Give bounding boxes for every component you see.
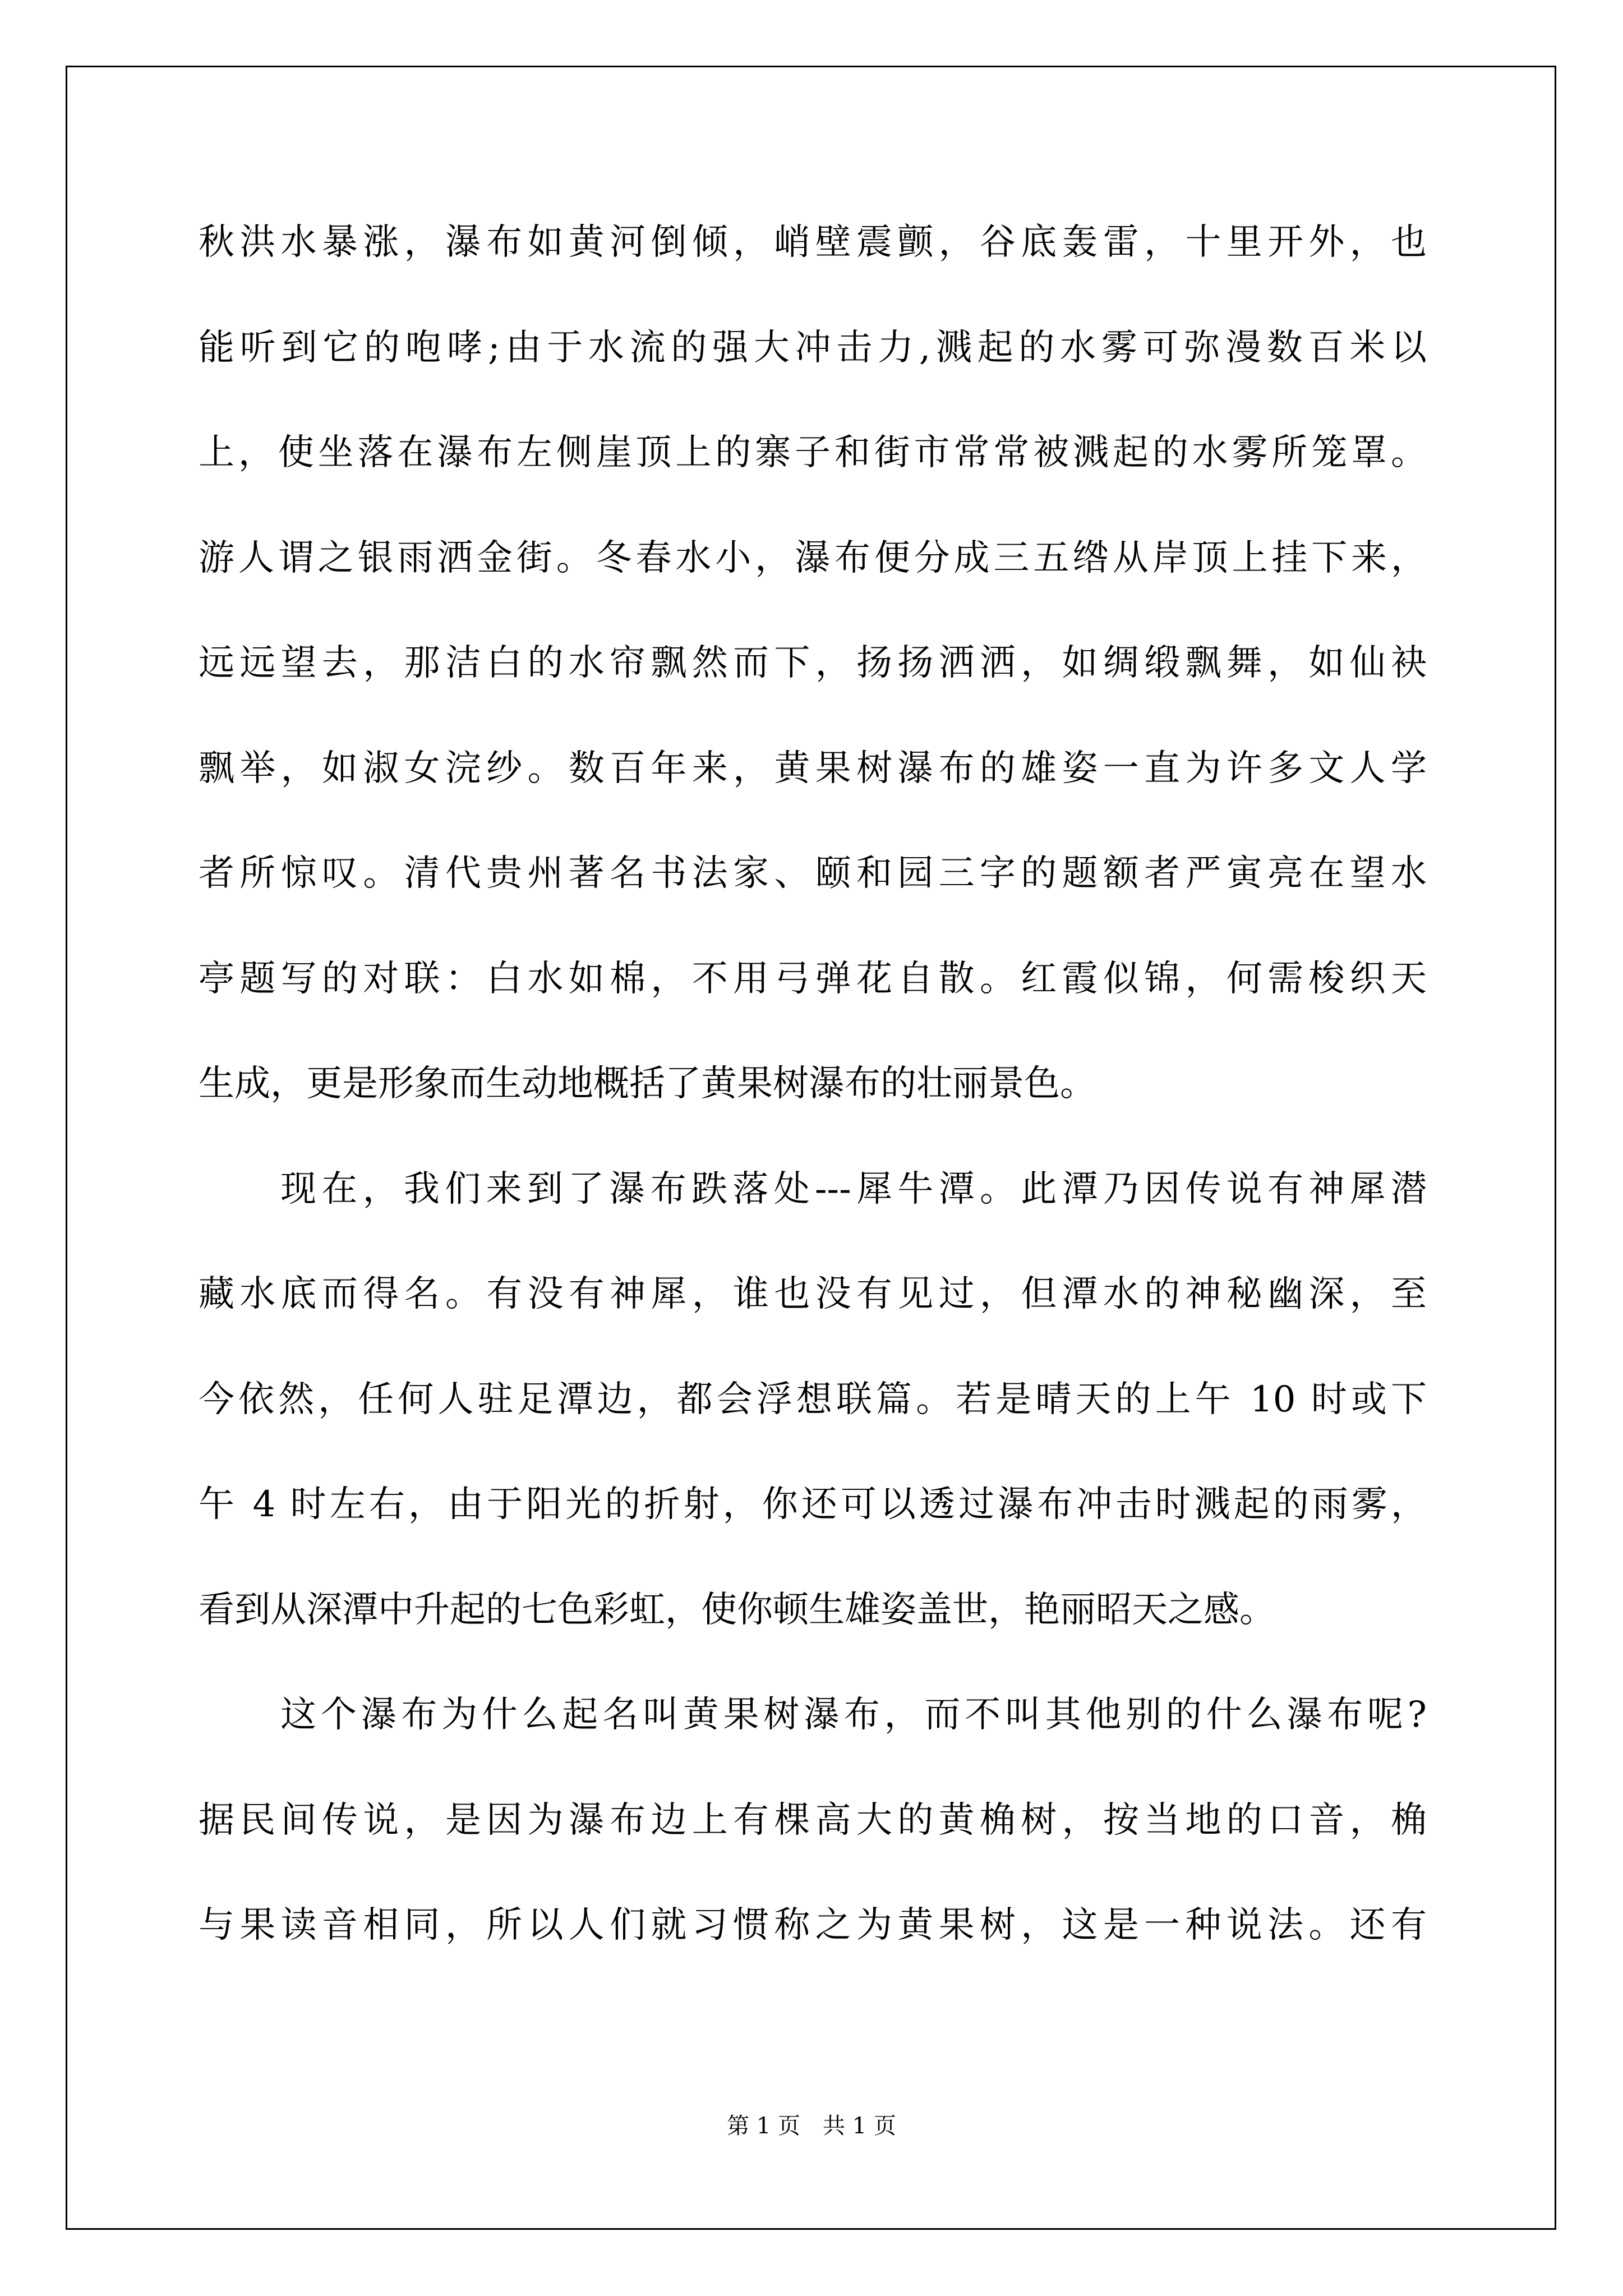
text-line-9: 生成，更是形象而生动地概括了黄果树瀑布的壮丽景色。 [199,1063,1096,1105]
text-line-8: 亭题写的对联：白水如棉，不用弓弹花自散。红霞似锦，何需梭织天 [199,958,1427,1000]
paragraph-2-line-5: 看到从深潭中升起的七色彩虹，使你顿生雄姿盖世，艳丽昭天之感。 [199,1589,1275,1631]
text-line-6: 飘举，如淑女浣纱。数百年来，黄果树瀑布的雄姿一直为许多文人学 [199,748,1427,789]
paragraph-2-line-3: 今依然，任何人驻足潭边，都会浮想联篇。若是晴天的上午 10 时或下 [199,1379,1427,1420]
paragraph-2-line-2: 藏水底而得名。有没有神犀，谁也没有见过，但潭水的神秘幽深，至 [199,1273,1427,1315]
text-line-7: 者所惊叹。清代贵州著名书法家、颐和园三字的题额者严寅亮在望水 [199,853,1427,894]
paragraph-2-line-4: 午 4 时左右，由于阳光的折射，你还可以透过瀑布冲击时溅起的雨雾， [199,1484,1427,1525]
paragraph-2-line-1: 现在，我们来到了瀑布跌落处---犀牛潭。此潭乃因传说有神犀潜 [280,1168,1427,1210]
text-line-4: 游人谓之银雨洒金街。冬春水小，瀑布便分成三五绺从岸顶上挂下来， [199,537,1427,579]
text-line-1: 秋洪水暴涨，瀑布如黄河倒倾，峭壁震颤，谷底轰雷，十里开外，也 [199,222,1427,263]
text-line-2: 能听到它的咆哮;由于水流的强大冲击力,溅起的水雾可弥漫数百米以 [199,327,1427,369]
paragraph-3-line-2: 据民间传说，是因为瀑布边上有棵高大的黄桷树，按当地的口音，桷 [199,1800,1427,1841]
page-number-footer: 第 1 页 共 1 页 [727,2113,896,2139]
paragraph-3-line-3: 与果读音相同，所以人们就习惯称之为黄果树，这是一种说法。还有 [199,1904,1427,1946]
text-line-3: 上，使坐落在瀑布左侧崖顶上的寨子和街市常常被溅起的水雾所笼罩。 [199,432,1427,473]
paragraph-3-line-1: 这个瀑布为什么起名叫黄果树瀑布，而不叫其他别的什么瀑布呢? [280,1694,1427,1736]
text-line-5: 远远望去，那洁白的水帘飘然而下，扬扬洒洒，如绸缎飘舞，如仙袂 [199,642,1427,684]
